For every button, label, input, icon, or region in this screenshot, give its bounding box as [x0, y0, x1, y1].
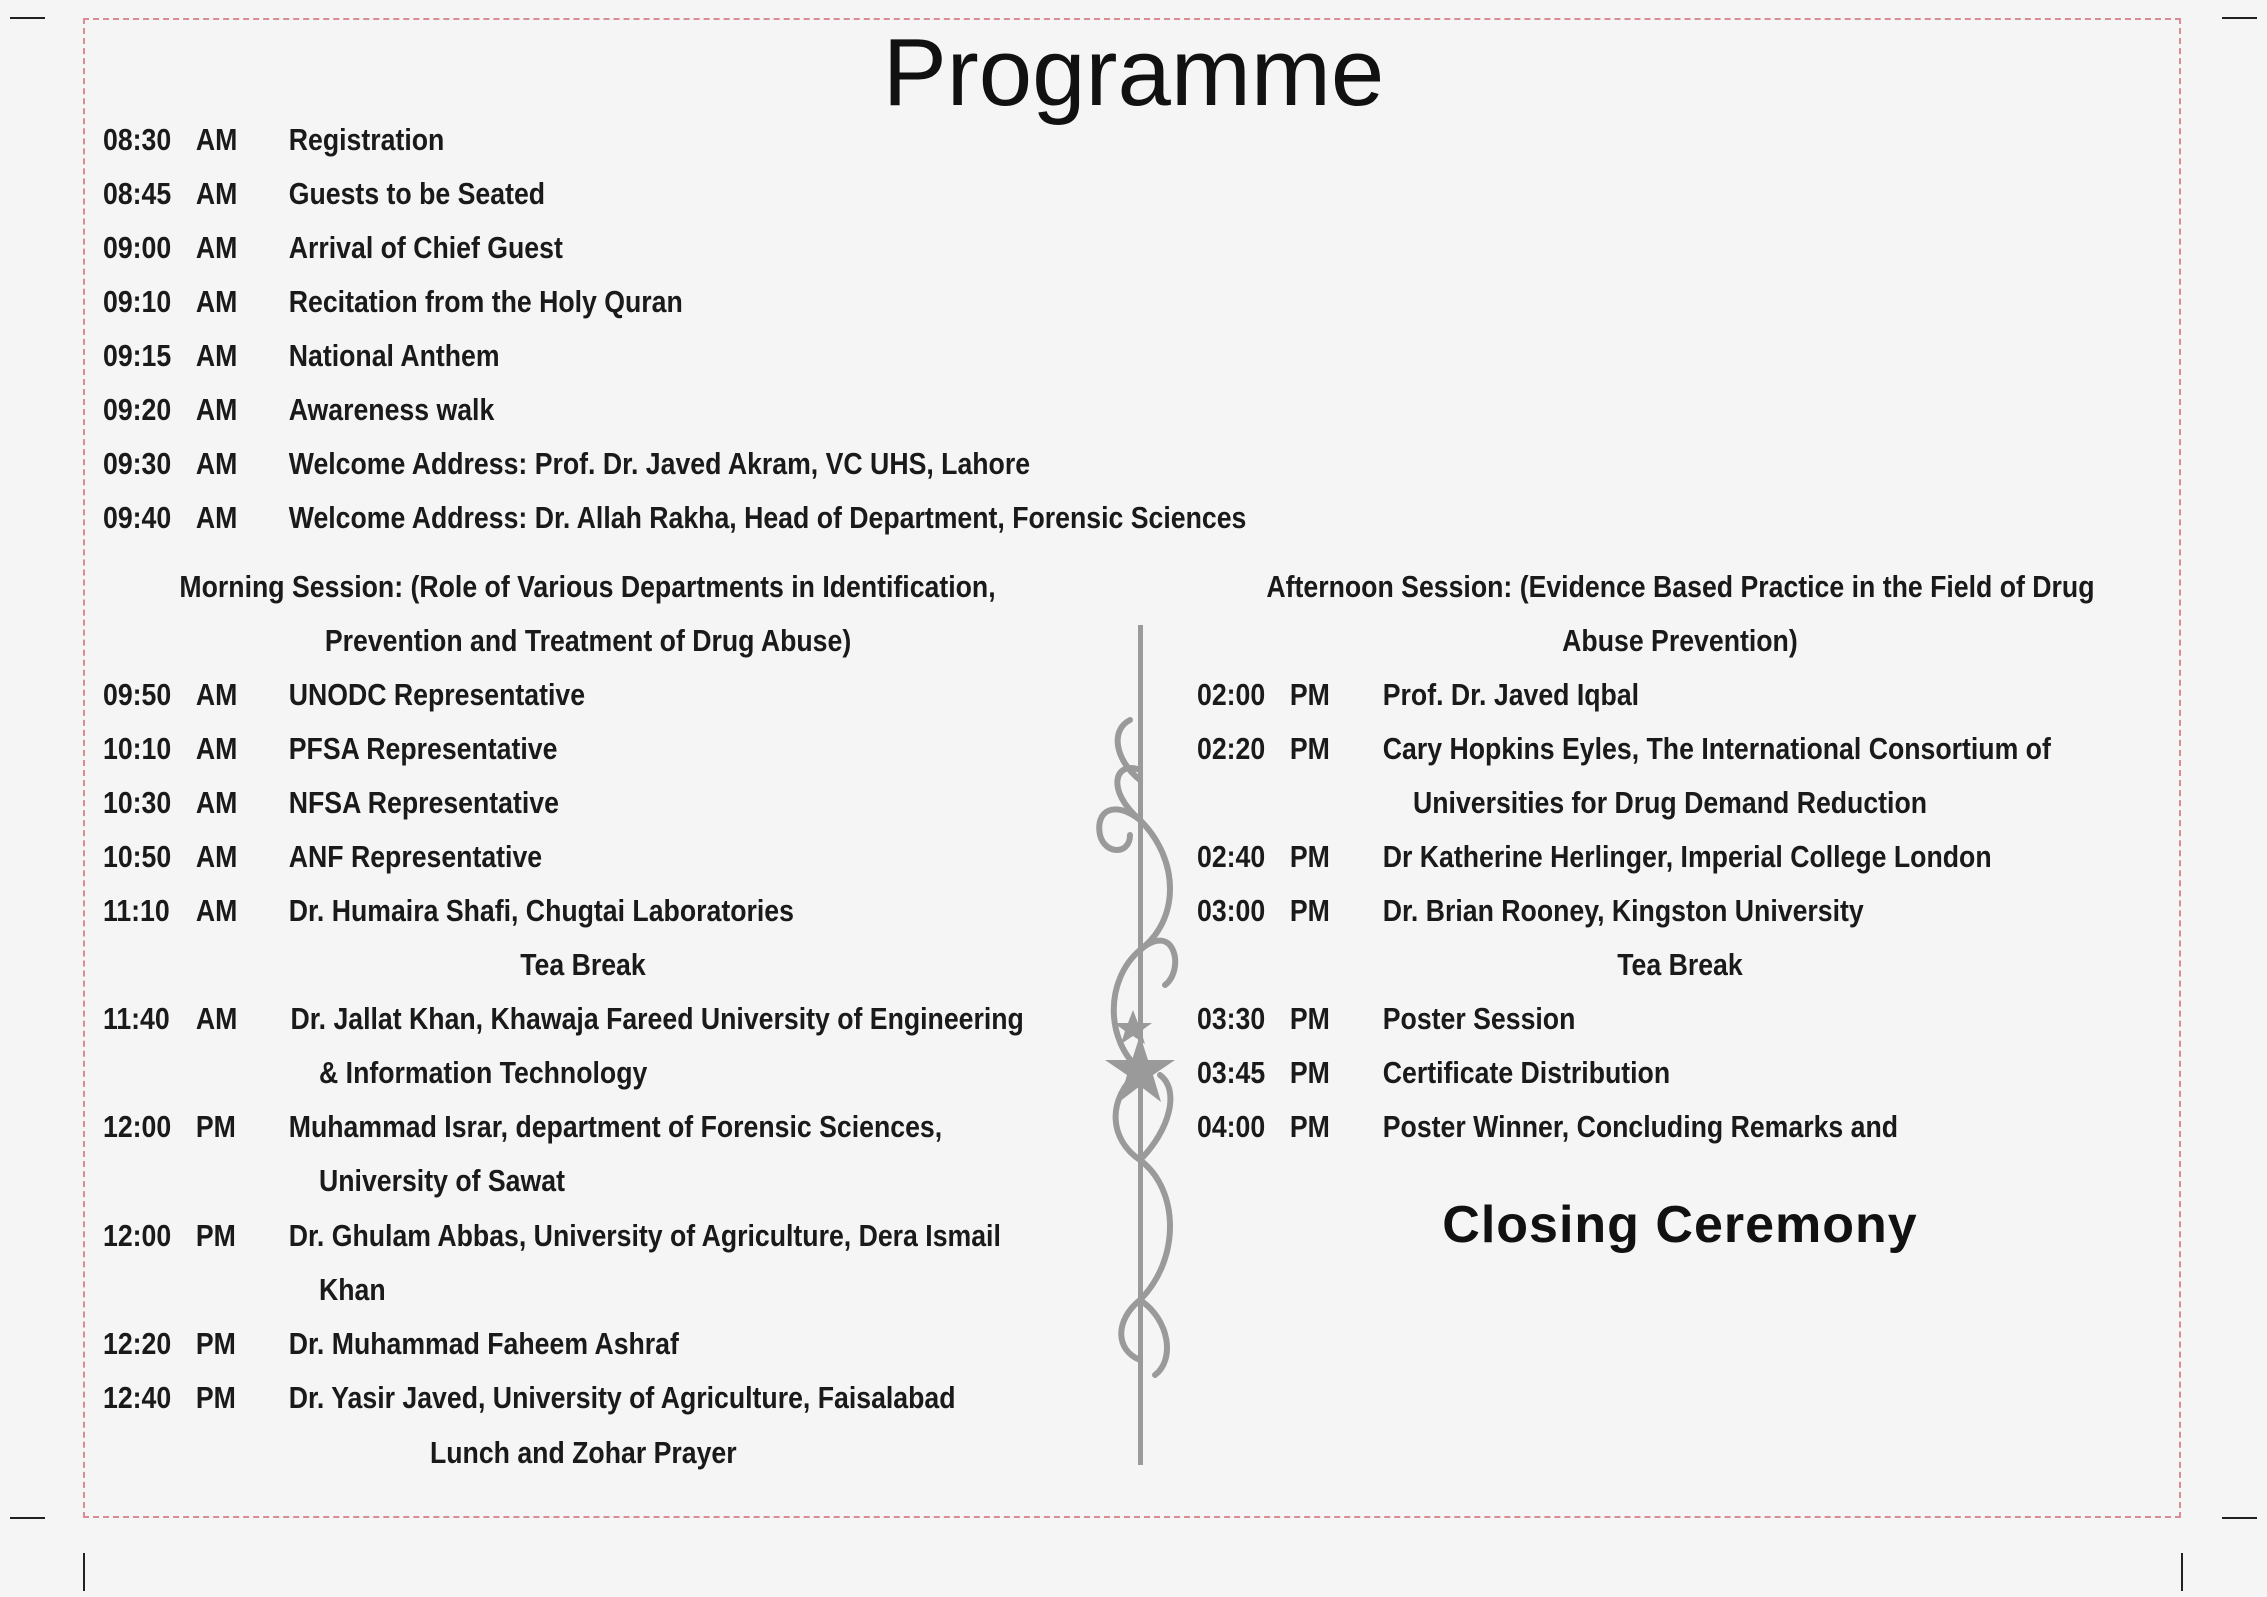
row-description: Dr. Ghulam Abbas, University of Agriculture, Dera Ismail	[288, 1218, 1001, 1253]
row-time: 10:10	[103, 731, 172, 766]
tea-break: Tea Break	[1617, 947, 1743, 982]
row-time: 10:30	[103, 785, 172, 820]
row-time: 11:10	[103, 893, 170, 928]
row-time: 12:40	[103, 1380, 172, 1415]
row-time: 09:10	[103, 284, 172, 319]
session-heading: Prevention and Treatment of Drug Abuse)	[324, 623, 852, 658]
row-time: 12:00	[103, 1109, 172, 1144]
row-ampm: AM	[195, 230, 238, 265]
row-time: 02:00	[1197, 677, 1266, 712]
row-ampm: AM	[195, 176, 238, 211]
row-time: 08:45	[103, 176, 172, 211]
row-ampm: PM	[1289, 731, 1330, 766]
row-description-continued: Khan	[319, 1272, 386, 1307]
row-description-continued: & Information Technology	[319, 1055, 648, 1090]
row-ampm: AM	[195, 500, 238, 535]
row-description-continued: Universities for Drug Demand Reduction	[1413, 785, 1928, 820]
session-heading: Morning Session: (Role of Various Departments in Identification,	[179, 569, 997, 604]
row-time: 09:15	[103, 338, 172, 373]
row-ampm: AM	[195, 785, 238, 820]
row-ampm: PM	[195, 1380, 236, 1415]
crop-mark	[2222, 1517, 2257, 1519]
row-time: 02:20	[1197, 731, 1266, 766]
row-description: Poster Session	[1382, 1001, 1576, 1036]
ornament-divider	[1085, 620, 1195, 1470]
row-description: National Anthem	[288, 338, 500, 373]
row-time: 09:30	[103, 446, 172, 481]
row-ampm: AM	[195, 1001, 238, 1036]
row-time: 08:30	[103, 122, 172, 157]
row-ampm: PM	[195, 1326, 236, 1361]
row-time: 09:00	[103, 230, 172, 265]
row-description: Dr. Yasir Javed, University of Agriculture, Faisalabad	[288, 1380, 956, 1415]
row-description: Registration	[288, 122, 445, 157]
row-ampm: PM	[1289, 677, 1330, 712]
row-time: 04:00	[1197, 1109, 1266, 1144]
row-description: Poster Winner, Concluding Remarks and	[1382, 1109, 1899, 1144]
row-time: 12:20	[103, 1326, 172, 1361]
row-description: Cary Hopkins Eyles, The International Consortium of	[1382, 731, 2051, 766]
row-description-continued: University of Sawat	[319, 1163, 565, 1198]
row-time: 09:50	[103, 677, 172, 712]
page-title: Programme	[882, 19, 1385, 126]
row-ampm: AM	[195, 122, 238, 157]
row-ampm: AM	[195, 284, 238, 319]
tea-break: Tea Break	[520, 947, 646, 982]
crop-mark	[83, 1553, 85, 1591]
row-time: 12:00	[103, 1218, 172, 1253]
row-ampm: AM	[195, 338, 238, 373]
row-time: 11:40	[103, 1001, 170, 1036]
row-description: Dr. Muhammad Faheem Ashraf	[288, 1326, 679, 1361]
row-description: Dr. Brian Rooney, Kingston University	[1382, 893, 1864, 928]
row-time: 03:45	[1197, 1055, 1266, 1090]
lunch-break: Lunch and Zohar Prayer	[429, 1435, 737, 1470]
row-description: Guests to be Seated	[288, 176, 546, 211]
row-ampm: AM	[195, 677, 238, 712]
row-description: Welcome Address: Dr. Allah Rakha, Head of Department, Forensic Sciences	[288, 500, 1247, 535]
row-time: 09:20	[103, 392, 172, 427]
row-time: 02:40	[1197, 839, 1266, 874]
row-ampm: AM	[195, 893, 238, 928]
row-time: 10:50	[103, 839, 172, 874]
row-description: Prof. Dr. Javed Iqbal	[1382, 677, 1640, 712]
row-ampm: AM	[195, 839, 238, 874]
closing-ceremony: Closing Ceremony	[1442, 1196, 1918, 1254]
row-ampm: PM	[1289, 1055, 1330, 1090]
row-ampm: PM	[1289, 1001, 1330, 1036]
session-heading: Abuse Prevention)	[1562, 623, 1798, 658]
row-ampm: AM	[195, 446, 238, 481]
crop-mark	[2181, 1553, 2183, 1591]
row-description: Welcome Address: Prof. Dr. Javed Akram, VC UHS, Lahore	[288, 446, 1031, 481]
row-time: 09:40	[103, 500, 172, 535]
row-time: 03:30	[1197, 1001, 1266, 1036]
session-heading: Afternoon Session: (Evidence Based Practice in the Field of Drug	[1265, 569, 2095, 604]
row-description: Dr Katherine Herlinger, Imperial College London	[1382, 839, 1992, 874]
row-description: Dr. Humaira Shafi, Chugtai Laboratories	[288, 893, 794, 928]
row-ampm: PM	[195, 1109, 236, 1144]
row-ampm: AM	[195, 731, 238, 766]
row-time: 03:00	[1197, 893, 1266, 928]
row-ampm: AM	[195, 392, 238, 427]
row-description: UNODC Representative	[288, 677, 586, 712]
row-description: PFSA Representative	[288, 731, 558, 766]
row-ampm: PM	[1289, 1109, 1330, 1144]
row-description: Muhammad Israr, department of Forensic Sciences,	[288, 1109, 943, 1144]
row-description: Awareness walk	[288, 392, 495, 427]
row-ampm: PM	[1289, 839, 1330, 874]
row-description: Arrival of Chief Guest	[288, 230, 563, 265]
row-description: ANF Representative	[288, 839, 543, 874]
row-description: Certificate Distribution	[1382, 1055, 1671, 1090]
row-description: Dr. Jallat Khan, Khawaja Fareed University of Engineering	[290, 1001, 1024, 1036]
crop-mark	[10, 1517, 45, 1519]
row-ampm: PM	[1289, 893, 1330, 928]
row-ampm: PM	[195, 1218, 236, 1253]
row-description: NFSA Representative	[288, 785, 559, 820]
row-description: Recitation from the Holy Quran	[288, 284, 683, 319]
